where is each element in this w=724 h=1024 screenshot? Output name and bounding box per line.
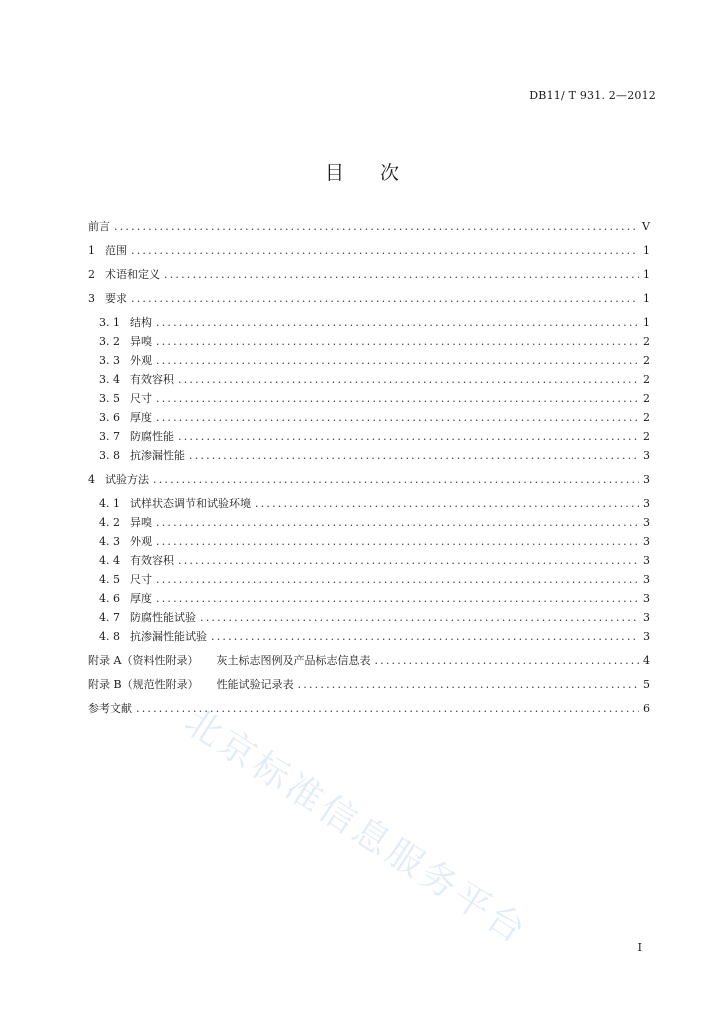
toc-dot-leader [136,702,639,715]
toc-dot-leader [255,497,639,510]
toc-label: 厚度 [130,411,152,424]
toc-appendix-number: 附录 A（资料性附录） [88,654,199,667]
toc-entry-4-3[interactable] [99,533,650,551]
toc-dot-leader [131,292,639,305]
toc-entry-4-7[interactable] [99,609,650,627]
toc-number: 3. 4 [99,373,120,386]
toc-dot-leader [200,611,639,624]
toc-label: 有效容积 [130,373,174,386]
toc-dot-leader [131,244,639,257]
toc-page-number: 2 [643,392,650,405]
toc-page-number: 2 [643,354,650,367]
toc-number: 2 [88,268,95,281]
toc-label: 防腐性能 [130,430,174,443]
toc-page-number: 6 [643,702,650,715]
toc-number: 3. 8 [99,449,120,462]
toc-number: 4. 8 [99,630,120,643]
toc-number: 4. 2 [99,516,120,529]
toc-label: 参考文献 [88,702,132,715]
toc-number: 4. 1 [99,497,120,510]
toc-label: 术语和定义 [105,268,160,281]
toc-dot-leader [189,449,639,462]
toc-page-number: 3 [643,473,650,486]
toc-entry-4-8[interactable] [99,628,650,646]
toc-dot-leader [156,335,639,348]
toc-label: 抗渗漏性能试验 [130,630,207,643]
toc-entry-4-1[interactable] [99,495,650,513]
toc-number: 3. 3 [99,354,120,367]
toc-entry-3-4[interactable] [99,371,650,389]
toc-dot-leader [178,373,639,386]
toc-dot-leader [156,592,639,605]
document-code: DB11/ T 931. 2—2012 [529,89,656,102]
toc-entry-2[interactable] [88,266,650,284]
toc-page-number: 2 [643,335,650,348]
toc-page-number: 1 [643,316,650,329]
toc-page-number: 3 [643,535,650,548]
toc-label: 防腐性能试验 [130,611,196,624]
toc-entry-3-5[interactable] [99,390,650,408]
toc-dot-leader [156,573,639,586]
toc-page-number: 2 [643,411,650,424]
toc-entry-4-2[interactable] [99,514,650,532]
toc-label: 前言 [88,220,110,233]
toc-dot-leader [156,535,639,548]
toc-dot-leader [211,630,639,643]
toc-page-number: 1 [643,268,650,281]
toc-number: 3. 5 [99,392,120,405]
toc-label: 异嗅 [130,335,152,348]
toc-dot-leader [178,554,639,567]
toc-entry-3-6[interactable] [99,409,650,427]
toc-dot-leader [156,354,639,367]
toc-entry-4[interactable] [88,471,650,489]
toc-label: 抗渗漏性能 [130,449,185,462]
toc-entry-3-1[interactable] [99,314,650,332]
toc-page-number: 3 [643,497,650,510]
toc-entry-foreword[interactable] [88,218,650,236]
toc-label: 要求 [105,292,127,305]
toc-label: 试验方法 [105,473,149,486]
toc-label: 范围 [105,244,127,257]
toc-label: 试样状态调节和试验环境 [130,497,251,510]
toc-dot-leader [374,654,639,667]
toc-number: 3. 7 [99,430,120,443]
toc-entry-4-4[interactable] [99,552,650,570]
page-number: I [637,941,642,954]
toc-page-number: 3 [643,554,650,567]
toc-page-number: 3 [643,630,650,643]
toc-entry-3-7[interactable] [99,428,650,446]
toc-entry-1[interactable] [88,242,650,260]
toc-entry-appendix-b[interactable] [88,676,650,694]
toc-label: 灰土标志图例及产品标志信息表 [216,654,371,667]
toc-number: 3. 6 [99,411,120,424]
toc-number: 4. 7 [99,611,120,624]
toc-label: 性能试验记录表 [216,678,294,691]
toc-entry-3-8[interactable] [99,447,650,465]
toc-label: 外观 [130,354,152,367]
toc-label: 有效容积 [130,554,174,567]
toc-page-number: 5 [643,678,650,691]
toc-page-number: 2 [643,430,650,443]
toc-dot-leader [156,411,639,424]
toc-entry-3-2[interactable] [99,333,650,351]
toc-number: 4. 3 [99,535,120,548]
toc-label: 厚度 [130,592,152,605]
toc-number: 4. 4 [99,554,120,567]
watermark: 北京标准信息服务平台 [177,700,536,954]
toc-page-number: 3 [643,592,650,605]
toc-page-number: 3 [643,516,650,529]
toc-label: 异嗅 [130,516,152,529]
toc-page-number: 3 [643,449,650,462]
toc-label: 尺寸 [130,392,152,405]
toc-dot-leader [156,316,639,329]
toc-dot-leader [164,268,639,281]
toc-entry-4-5[interactable] [99,571,650,589]
toc-page-number: 3 [643,573,650,586]
toc-entry-4-6[interactable] [99,590,650,608]
toc-label: 尺寸 [130,573,152,586]
toc-number: 4. 5 [99,573,120,586]
toc-number: 3 [88,292,95,305]
toc-label: 外观 [130,535,152,548]
toc-dot-leader [114,220,638,233]
toc-page-number: 4 [643,654,650,667]
toc-dot-leader [178,430,639,443]
toc-entry-references[interactable] [88,700,650,718]
toc-dot-leader [153,473,639,486]
toc-label: 结构 [130,316,152,329]
toc-dot-leader [298,678,639,691]
toc-number: 4. 6 [99,592,120,605]
toc-dot-leader [156,516,639,529]
page-title: 目 次 [324,162,400,184]
toc-entry-3[interactable] [88,290,650,308]
toc-number: 3. 2 [99,335,120,348]
toc-page-number: 2 [643,373,650,386]
toc-number: 3. 1 [99,316,120,329]
toc-page-number: 1 [643,244,650,257]
toc-number: 1 [88,244,95,257]
toc-dot-leader [156,392,639,405]
toc-page-number: V [642,220,650,233]
toc-entry-3-3[interactable] [99,352,650,370]
toc-entry-appendix-a[interactable] [88,652,650,670]
toc-page-number: 1 [643,292,650,305]
toc-appendix-number: 附录 B（规范性附录） [88,678,199,691]
toc-page-number: 3 [643,611,650,624]
toc-number: 4 [88,473,95,486]
